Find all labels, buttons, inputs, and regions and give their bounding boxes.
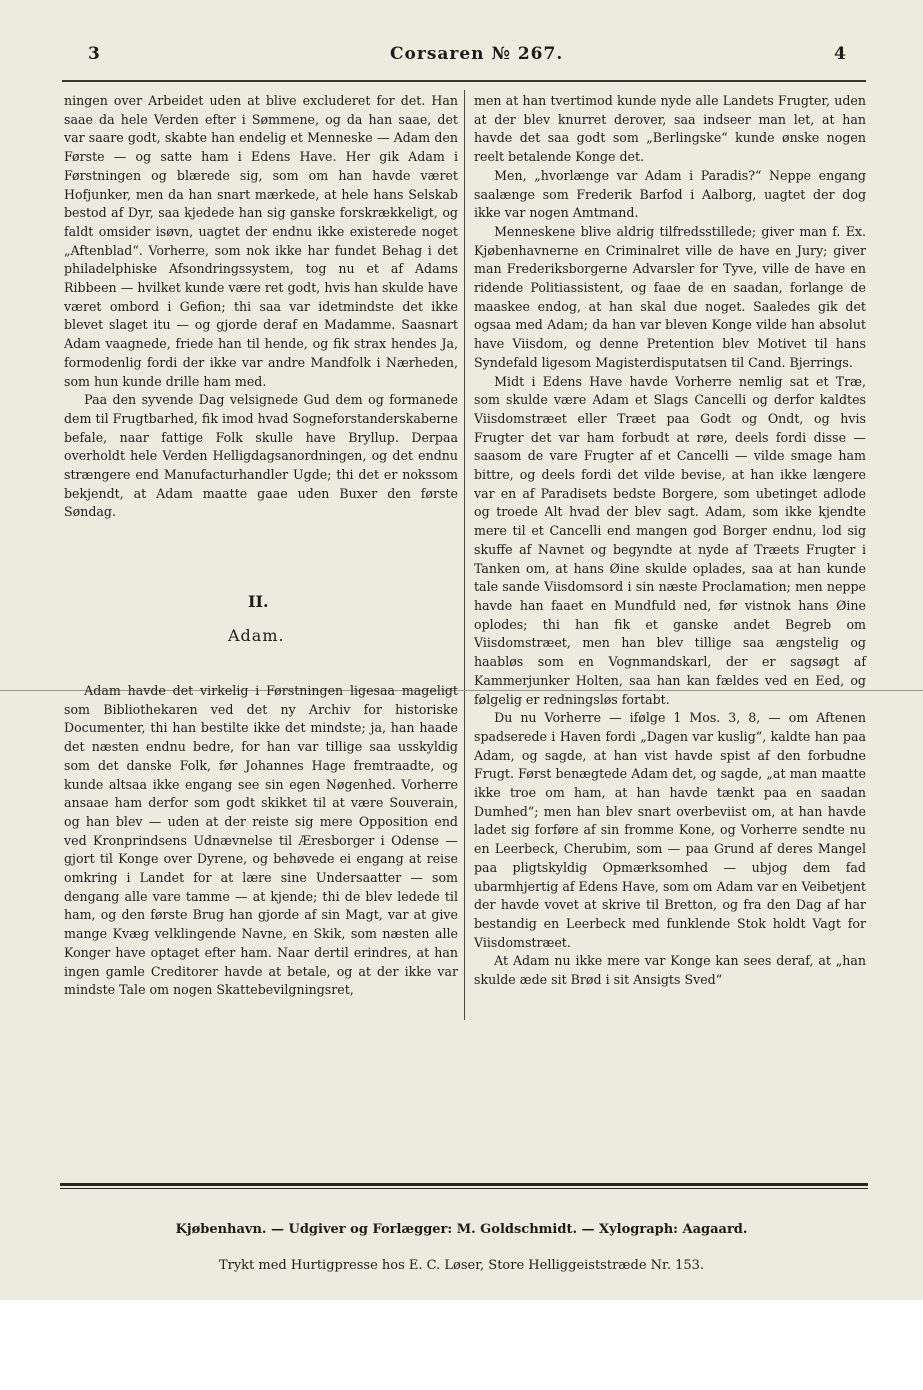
footer-rule-thick: [60, 1183, 868, 1186]
printer-line: Trykt med Hurtigpresse hos E. C. Løser, Store Helliggeiststræde Nr. 153.: [218, 1258, 705, 1273]
left-paragraph-2: Paa den syvende Dag velsignede Gud dem og formanede dem til Frugtbarhed, fik imod hvad Sogneforstanderskaberne befale, naar fattige Folk skulle have Bryllup. Derpaa overholdt hele Verden Helligdagsanordningen, og det endnu strængere end Manufacturhandler Ugde; thi det er nokssom bekjendt, at Adam maatte gaae uden Buxer den første Søndag.: [64, 392, 458, 520]
right-paragraph-6: At Adam nu ikke mere var Konge kan sees deraf, at „han skulde æde sit Brød i sit Ansigts Sved“: [474, 953, 866, 988]
masthead: Corsaren № 267.: [390, 44, 564, 64]
right-paragraph-4: Midt i Edens Have havde Vorherre nemlig sat et Træ, som skulde være Adam et Slags Cancelli og derfor kaldtes Viisdomstræet eller Træet paa Godt og Ondt, og hvis Frugter det var ham forbudt at røre, deels fordi disse — saasom de vare Frugter af et Cancelli — vilde smage ham bittre, og deels fordi det vilde bevise, at han ikke længere var en af Paradisets bedste Borgere, som ubetinget adlode og troede Alt hvad der blev sagt. Adam, som ikke kjendte mere til et Cancelli end mangen god Borger endnu, lod sig skuffe af Navnet og begyndte at nyde af Træets Frugter i Tanken om, at hans Øine skulde oplades, saa at han kunde tale sande Viisdomsord i sin næste Proclamation; men neppe havde han faaet en Mundfuld ned, før vistnok hans Øine oplodes; thi han fik et ganske andet Begreb om Viisdomstræet, men han blev tillige saa ængstelig og haabløs som en Vognmandskarl, der er sagsøgt af Kammerjunker Holten, saa han kan fældes ved en Eed, og følgelig er redningsløs fortabt.: [474, 373, 866, 707]
right-paragraph-3: Menneskene blive aldrig tilfredsstillede; giver man f. Ex. Kjøbenhavnerne en Criminalret ville de have en Jury; giver man Frederiksborgerne Advarsler for Tyve, ville de have en ridende Politiassistent, og faae de en saadan, forlange de maaskee endog, at han skal due noget. Saaledes gik det ogsaa med Adam; da han var bleven Konge vilde han absolut have Viisdom, og denne Pretention blev Motivet til hans Syndefald ligesom Magisterdisputatsen til Cand. Bjerrings.: [474, 223, 866, 370]
right-paragraph-2: Men, „hvorlænge var Adam i Paradis?“ Neppe engang saalænge som Frederik Barfod i Aalborg, uagtet der dog ikke var nogen Amtmand.: [474, 167, 866, 221]
left-paragraph-1: ningen over Arbeidet uden at blive excluderet for det. Han saae da hele Verden efter i Sømmene, og da han saae, det var saare godt, skabte han endelig et Menneske — Adam den Første — og satte ham i Edens Have. Her gik Adam i Førstningen og blærede sig, som om han havde været Hofjunker, men da han snart mærkede, at hele hans Selskab bestod af Dyr, saa kjedede han sig ganske forskrækkeligt, og faldt omsider isøvn, uagtet der endnu ikke existerede noget „Aftenblad“. Vorherre, som nok ikke har fundet Behag i det philadelphiske Afsondringssystem, tog nu et af Adams Ribbeen — hvilket kunde være ret godt, hvis han skulde have været ombord i Gefion; thi saa var idetmindste det ikke blevet slaget itu — og gjorde deraf en Madamme. Saasnart Adam vaagnede, friede han til hende, og fik strax hendes Ja, formodenlig fordi der ikke var andre Mandfolk i Nærheden, som hun kunde drille ham med.: [64, 93, 458, 389]
left-column-bottom: [64, 682, 458, 1000]
column-divider: [464, 90, 465, 1020]
right-paragraph-1: men at han tvertimod kunde nyde alle Landets Frugter, uden at der blev knurret derover, saa indseer man let, at han havde det saa godt som „Berlingske“ kunde ønske nogen reelt betalende Konge det.: [474, 93, 866, 165]
section-title: Adam.: [228, 626, 285, 645]
footer-rule-thin: [60, 1188, 868, 1189]
imprint-line: Kjøbenhavn. — Udgiver og Forlægger: M. Goldschmidt. — Xylograph: Aagaard.: [175, 1222, 748, 1237]
page-number-right: 4: [834, 44, 846, 64]
page-number-left: 3: [88, 44, 100, 64]
right-column: [474, 92, 866, 990]
right-paragraph-5: Du nu Vorherre — ifølge 1 Mos. 3, 8, — om Aftenen spadserede i Haven fordi „Dagen var kuslig“, kaldte han paa Adam, og sagde, at han vist havde spist af den forbudne Frugt. Først benægtede Adam det, og sagde, „at man maatte ikke troe om ham, at han havde tænkt paa en saadan Dumhed“; men han blev snart overbeviist om, at han havde ladet sig forføre af sin fromme Kone, og Vorherre sendte nu en Leerbeck, Cherubim, som — paa Grund af deres Mangel paa pligtskyldig Opmærksomhed — ubjog dem fad ubarmhjertig af Edens Have, som om Adam var en Veibetjent der havde vovet at skrive til Bretton, og fra den Dag af har bestandig en Leerbeck med funklende Stok holdt Vagt for Viisdomstræet.: [474, 710, 866, 950]
left-column-top: [64, 92, 458, 522]
left-paragraph-3: Adam havde det virkelig i Førstningen ligesaa mageligt som Bibliothekaren ved det ny Archiv for historiske Documenter, thi han bestilte ikke det mindste; ja, han haade det næsten endnu bedre, for han var tillige saa usskyldig som det danske Folk, før Johannes Hage fremtraadte, og kunde altsaa ikke engang see sin egen Nøgenhed. Vorherre ansaae ham derfor som godt skikket til at være Souverain, og han blev — uden at der reiste sig mere Opposition end ved Kronprindsens Udnævnelse til Æresborger i Odense — gjort til Konge over Dyrene, og behøvede ei engang at reise omkring i Landet for at lære sine Undersaatter — som dengang alle vare tamme — at kjende; thi de blev ledede til ham, og den første Brug han gjorde af sin Magt, var at give mange Kvæg velklingende Navne, en Skik, som næsten alle Konger have optaget efter ham. Naar dertil erindres, at han ingen gamle Creditorer havde at betale, og at der ikke var mindste Tale om nogen Skattebevilgningsret,: [64, 683, 458, 998]
section-number: II.: [248, 592, 269, 611]
header-rule: [62, 80, 866, 82]
